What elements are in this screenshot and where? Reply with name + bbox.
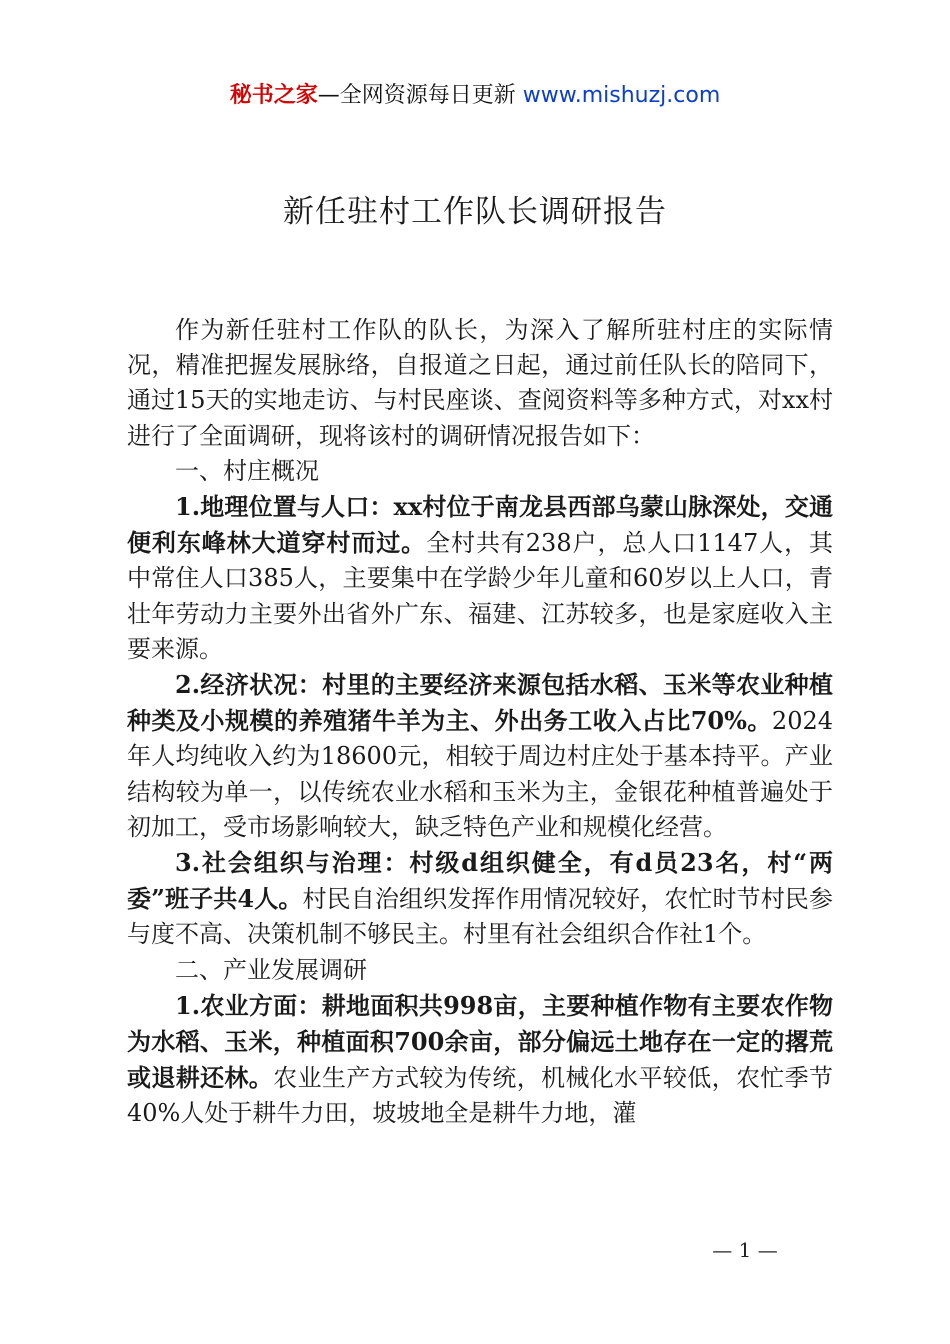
section-heading-industry-research: 二、产业发展调研	[175, 955, 367, 984]
document-body	[127, 313, 833, 1132]
document-title: 新任驻村工作队长调研报告	[283, 194, 667, 230]
brand-name: 秘书之家	[229, 83, 318, 108]
paragraph-social-governance	[127, 845, 833, 953]
paragraph-text: 村民自治组织发挥作用情况较好，农忙时节村民参与度不高、决策机制不够民主。村里有社会组织合作社1个。	[127, 885, 833, 949]
paragraph-geography-population	[127, 489, 833, 667]
paragraph-text: 全村共有238户，总人口1147人，其中常住人口385人，主要集中在学龄少年儿童和60岁以上人口，青壮年劳动力主要外出省外广东、福建、江苏较多，也是家庭收入主要来源。	[127, 529, 833, 663]
paragraph-text: 2024年人均纯收入约为18600元，相较于周边村庄处于基本持平。产业结构较为单一，以传统农业水稻和玉米为主，金银花种植普遍处于初加工，受市场影响较大，缺乏特色产业和规模化经营。	[127, 707, 833, 841]
paragraph-lead-bold: 2.经济状况：村里的主要经济来源包括水稻、玉米等农业种植种类及小规模的养殖猪牛羊为主、外出务工收入占比70%。	[127, 670, 833, 736]
paragraph-lead-bold: 1.农业方面：耕地面积共998亩，主要种植作物有主要农作物为水稻、玉米，种植面积700余亩，部分偏远土地存在一定的撂荒或退耕还林。	[127, 990, 833, 1093]
intro-paragraph: 作为新任驻村工作队的队长，为深入了解所驻村庄的实际情况，精准把握发展脉络，自报道之日起，通过前任队长的陪同下，通过15天的实地走访、与村民座谈、查阅资料等多种方式，对xx村进行了全面调研，现将该村的调研情况报告如下：	[127, 316, 833, 450]
paragraph-agriculture	[127, 988, 833, 1132]
section-heading-village-overview: 一、村庄概况	[175, 456, 319, 485]
paragraph-lead-bold: 1.地理位置与人口：xx村位于南龙县西部乌蒙山脉深处，交通便利东峰林大道穿村而过。	[127, 492, 833, 558]
site-url-link[interactable]: www.mishuzj.com	[522, 83, 721, 108]
page-number: — 1 —	[712, 1238, 778, 1262]
site-header	[0, 80, 950, 112]
paragraph-economy	[127, 667, 833, 845]
header-tagline: —全网资源每日更新	[317, 83, 523, 108]
paragraph-text: 农业生产方式较为传统，机械化水平较低，农忙季节40%人处于耕牛力田，坡坡地全是耕牛力地，灌	[127, 1064, 834, 1128]
paragraph-lead-bold: 3.社会组织与治理：村级d组织健全，有d员23名，村“两委”班子共4人。	[127, 848, 833, 914]
